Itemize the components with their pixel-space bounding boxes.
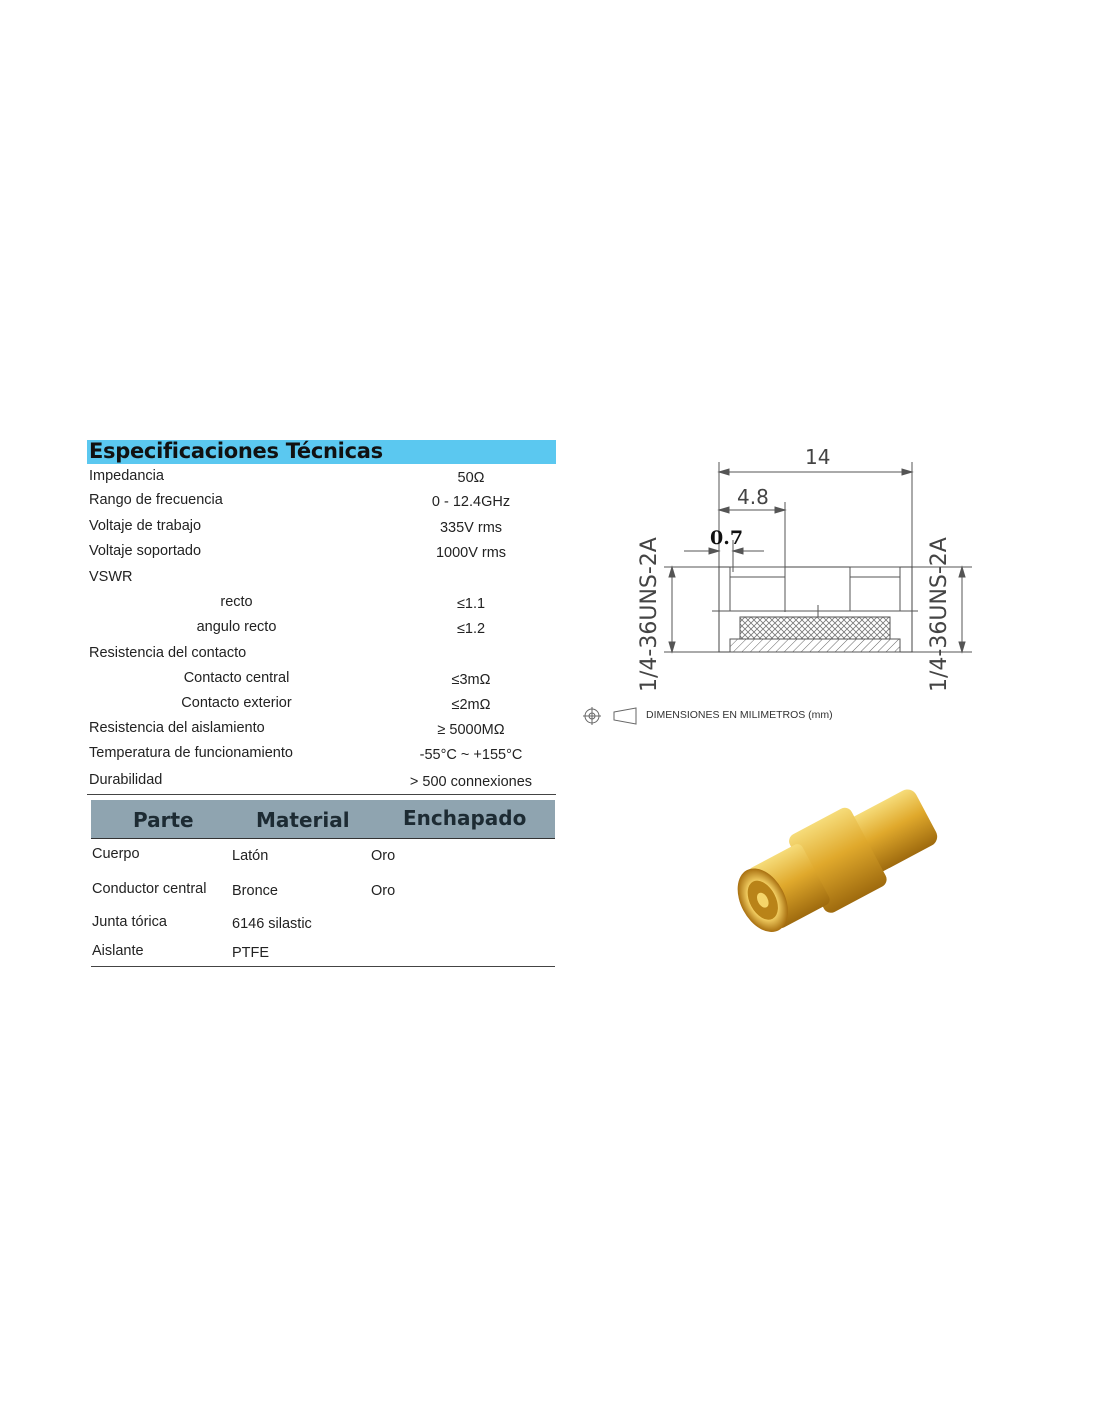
spec-label: Resistencia del aislamiento: [89, 720, 265, 736]
thread-right-label: 1/4-36UNS-2A: [927, 537, 952, 692]
material-material: Bronce: [232, 883, 278, 899]
thread-left-label: 1/4-36UNS-2A: [637, 537, 662, 692]
material-plating: Oro: [371, 883, 396, 899]
spec-value: > 500 connexiones: [409, 774, 533, 790]
material-part: Conductor central: [92, 881, 207, 897]
material-part: Cuerpo: [92, 846, 140, 862]
spec-row: [87, 543, 556, 568]
spec-value: ≤2mΩ: [451, 697, 491, 713]
spec-row: [87, 492, 556, 517]
spec-row: [87, 468, 556, 493]
spec-label: Contacto central: [183, 670, 290, 686]
spec-value: 50Ω: [457, 470, 485, 486]
material-header-part: Parte: [133, 808, 194, 832]
material-material: 6146 silastic: [232, 916, 312, 932]
spec-value: 335V rms: [439, 520, 503, 536]
dim-mid-label: 4.8: [737, 485, 769, 509]
spec-row: [87, 745, 556, 770]
spec-row: [87, 594, 556, 619]
material-table-divider: [91, 966, 555, 967]
spec-label: Voltaje de trabajo: [89, 518, 202, 534]
dim-small-label: 0.7: [710, 527, 744, 549]
spec-label: Rango de frecuencia: [89, 492, 223, 508]
dimensions-note: DIMENSIONES EN MILIMETROS (mm): [646, 709, 833, 721]
spec-value: ≥ 5000MΩ: [437, 722, 505, 738]
material-header-divider: [91, 838, 555, 839]
product-photo: [690, 775, 980, 975]
dim-total-label: 14: [805, 445, 831, 469]
spec-label: recto: [220, 594, 253, 610]
material-part: Junta tórica: [92, 914, 167, 930]
spec-label: angulo recto: [196, 619, 277, 635]
spec-value: -55°C ~ +155°C: [419, 747, 523, 763]
spec-label: Voltaje soportado: [89, 543, 202, 559]
spec-row: [87, 645, 556, 670]
spec-table-divider: [87, 794, 556, 795]
spec-row: [87, 518, 556, 543]
spec-table-title: Especificaciones Técnicas: [89, 439, 383, 463]
spec-label: VSWR: [89, 569, 133, 585]
spec-label: Temperatura de funcionamiento: [89, 745, 293, 761]
technical-drawing: [580, 440, 1000, 700]
spec-label: Resistencia del contacto: [89, 645, 247, 661]
spec-row: [87, 720, 556, 745]
material-header-material: Material: [256, 808, 350, 832]
material-part: Aislante: [92, 943, 144, 959]
material-header-plating: Enchapado: [403, 806, 527, 830]
spec-label: Durabilidad: [89, 772, 163, 788]
material-material: PTFE: [232, 945, 270, 961]
spec-label: Impedancia: [89, 468, 164, 484]
material-material: Latón: [232, 848, 269, 864]
spec-row: [87, 619, 556, 644]
spec-label: Contacto exterior: [181, 695, 292, 711]
projection-symbol-icon: [582, 705, 638, 727]
material-plating: Oro: [371, 848, 396, 864]
spec-value: 1000V rms: [435, 545, 507, 561]
spec-row: [87, 670, 556, 695]
spec-value: 0 - 12.4GHz: [431, 494, 511, 510]
spec-value: ≤1.1: [456, 596, 486, 612]
spec-row: [87, 695, 556, 720]
spec-row: [87, 569, 556, 594]
spec-value: ≤1.2: [456, 621, 486, 637]
spec-value: ≤3mΩ: [451, 672, 491, 688]
